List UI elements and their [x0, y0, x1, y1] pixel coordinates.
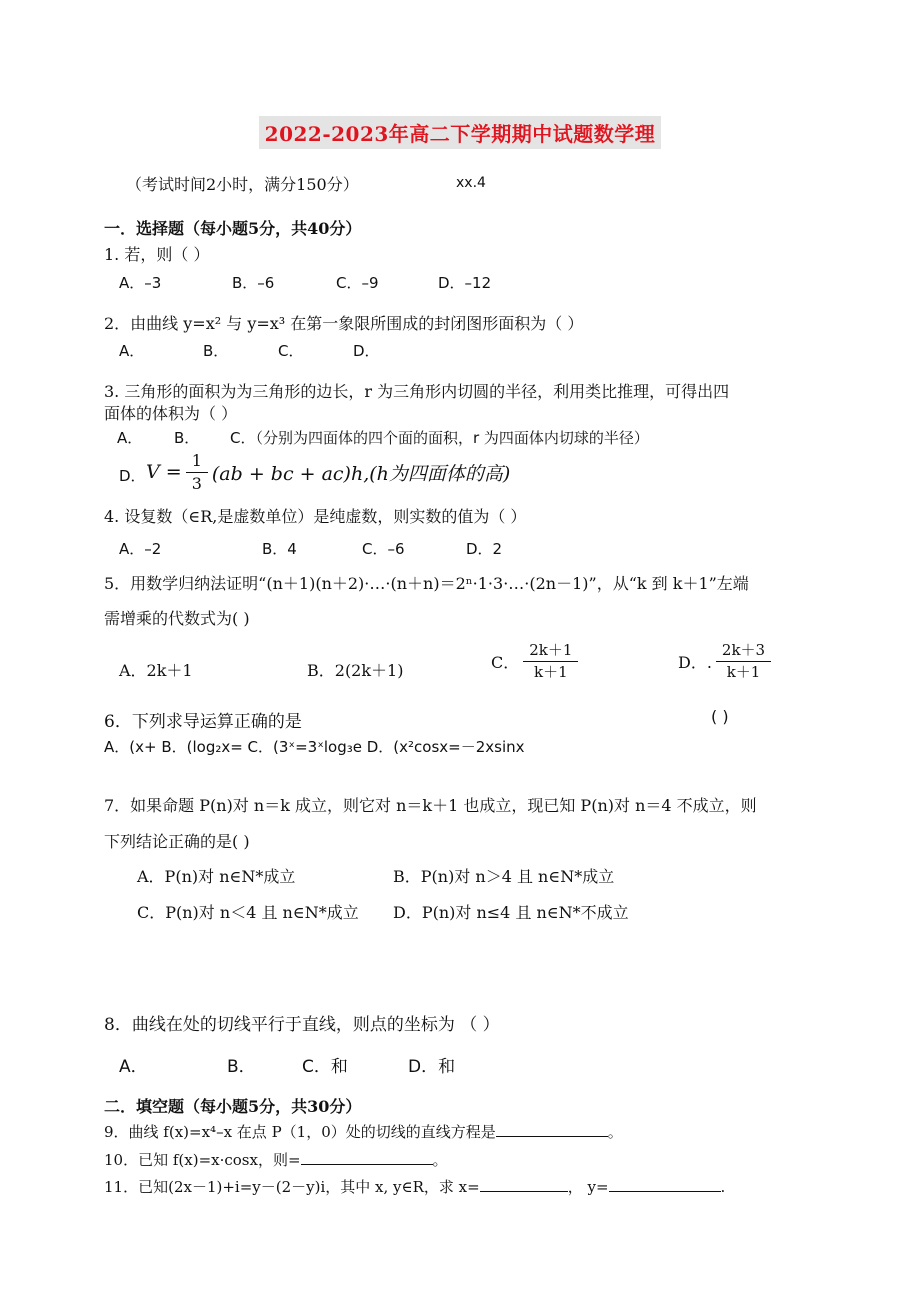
q2-stem: 2．由曲线 y=x² 与 y=x³ 在第一象限所围成的封闭图形面积为（ ）: [104, 314, 584, 333]
q5-option-d-label: D．.: [678, 652, 712, 672]
q2-option-d: D．: [353, 342, 380, 360]
date-code: xx.4: [456, 175, 486, 191]
q3-option-b: B．: [174, 429, 200, 447]
q9-line: [104, 1121, 623, 1142]
q8-option-d: D．和: [408, 1057, 456, 1077]
q8-option-b: B．: [227, 1057, 256, 1077]
formula-lhs: V =: [146, 461, 182, 484]
q4-option-b: B．4: [262, 540, 297, 558]
q5-option-d-denominator: k＋1: [726, 662, 761, 681]
q5-option-c: [491, 642, 578, 680]
q7-option-b: B．P(n)对 n＞4 且 n∈N*成立: [393, 867, 615, 886]
q1-stem: 1. 若，则（ ）: [104, 245, 210, 264]
q11-stem: 11．已知(2x－1)+i=y－(2－y)i，其中 x, y∈R，求 x=: [104, 1178, 480, 1196]
q7-option-c: C．P(n)对 n＜4 且 n∈N*成立: [137, 903, 359, 922]
q3-option-a: A．: [117, 429, 143, 447]
formula-fraction: [186, 452, 208, 492]
q10-line: [104, 1149, 448, 1170]
q10-stem: 10．已知 f(x)=x·cosx，则=: [104, 1151, 301, 1169]
q4-option-c: C．–6: [362, 540, 405, 558]
q6-options: A．(x+ B．(log₂x= C．(3ˣ=3ˣlog₃e D．(x²cosx=－2xsinx: [104, 738, 525, 756]
q5-option-d-numerator: 2k＋3: [716, 642, 771, 662]
q5-option-d: [678, 642, 771, 680]
q1-option-d: D．–12: [438, 274, 492, 292]
q2-option-c: C．: [278, 342, 304, 360]
q3-option-d-formula: [146, 452, 510, 492]
q5-option-c-label: C．: [491, 652, 520, 672]
section2-heading: 二．填空题（每小题5分，共30分）: [104, 1097, 362, 1116]
q3-option-d-label: D．: [119, 467, 146, 485]
q7-option-a: A．P(n)对 n∈N*成立: [137, 867, 296, 886]
section1-heading: 一．选择题（每小题5分，共40分）: [104, 219, 362, 238]
q1-option-c: C．–9: [336, 274, 379, 292]
q6-answer-slot: ( ): [711, 707, 729, 726]
q10-end: 。: [432, 1151, 448, 1169]
formula-rhs: (ab + bc + ac)h,(h为四面体的高): [211, 462, 511, 485]
q9-stem: 9．曲线 f(x)=x⁴–x 在点 P（1，0）处的切线的直线方程是: [104, 1123, 496, 1141]
q5-stem-line1: 5．用数学归纳法证明“(n＋1)(n＋2)·…·(n＋n)＝2ⁿ·1·3·…·(2n－1)”，从“k 到 k＋1”左端: [104, 574, 749, 593]
q3-option-c: C．（分别为四面体的四个面的面积，r 为四面体内切球的半径）: [230, 429, 649, 447]
q7-option-d: D．P(n)对 n≤4 且 n∈N*不成立: [393, 903, 629, 922]
q4-option-d: D．2: [466, 540, 503, 558]
q5-stem-line2: 需增乘的代数式为( ): [104, 609, 250, 628]
q5-option-d-fraction: [716, 642, 771, 680]
q9-answer-blank[interactable]: [496, 1122, 608, 1137]
q9-end: 。: [607, 1123, 623, 1141]
q3-stem-line1: 3. 三角形的面积为为三角形的边长，r 为三角形内切圆的半径，利用类比推理，可得出四: [104, 382, 730, 401]
q3-stem-line2: 面体的体积为（ ）: [104, 404, 238, 423]
q7-stem-line1: 7．如果命题 P(n)对 n＝k 成立，则它对 n＝k＋1 也成立，现已知 P(n)对 n＝4 不成立，则: [104, 796, 757, 815]
q5-option-a: A．2k＋1: [119, 661, 193, 680]
q10-answer-blank[interactable]: [301, 1150, 433, 1165]
formula-denominator: 3: [191, 473, 202, 493]
q7-stem-line2: 下列结论正确的是( ): [104, 832, 250, 851]
q8-option-c: C．和: [302, 1057, 348, 1077]
formula-numerator: 1: [186, 452, 208, 473]
exam-info: （考试时间2小时，满分150分）: [126, 175, 359, 194]
q5-option-b: B．2(2k＋1): [307, 661, 404, 680]
q11-end: .: [720, 1178, 726, 1196]
q11-x-blank[interactable]: [480, 1177, 568, 1192]
q5-option-c-numerator: 2k＋1: [523, 642, 578, 662]
q2-option-a: A．: [119, 342, 145, 360]
q5-option-c-denominator: k＋1: [534, 662, 568, 681]
q11-y-blank[interactable]: [609, 1177, 721, 1192]
q4-option-a: A．–2: [119, 540, 162, 558]
q8-stem: 8．曲线在处的切线平行于直线，则点的坐标为 （ ）: [104, 1015, 500, 1035]
q5-option-c-fraction: [523, 642, 578, 680]
page-title: 2022-2023年高二下学期期中试题数学理: [259, 116, 662, 149]
q4-stem: 4. 设复数（∈R,是虚数单位）是纯虚数，则实数的值为（ ）: [104, 507, 527, 526]
q8-option-a: A．: [119, 1057, 148, 1077]
q6-stem: 6．下列求导运算正确的是: [104, 712, 302, 732]
q1-option-a: A．–3: [119, 274, 162, 292]
q2-option-b: B．: [203, 342, 229, 360]
q11-line: [104, 1176, 725, 1197]
q11-middle: ， y=: [567, 1178, 609, 1196]
q1-option-b: B．–6: [232, 274, 275, 292]
title-wrap: [0, 116, 920, 149]
